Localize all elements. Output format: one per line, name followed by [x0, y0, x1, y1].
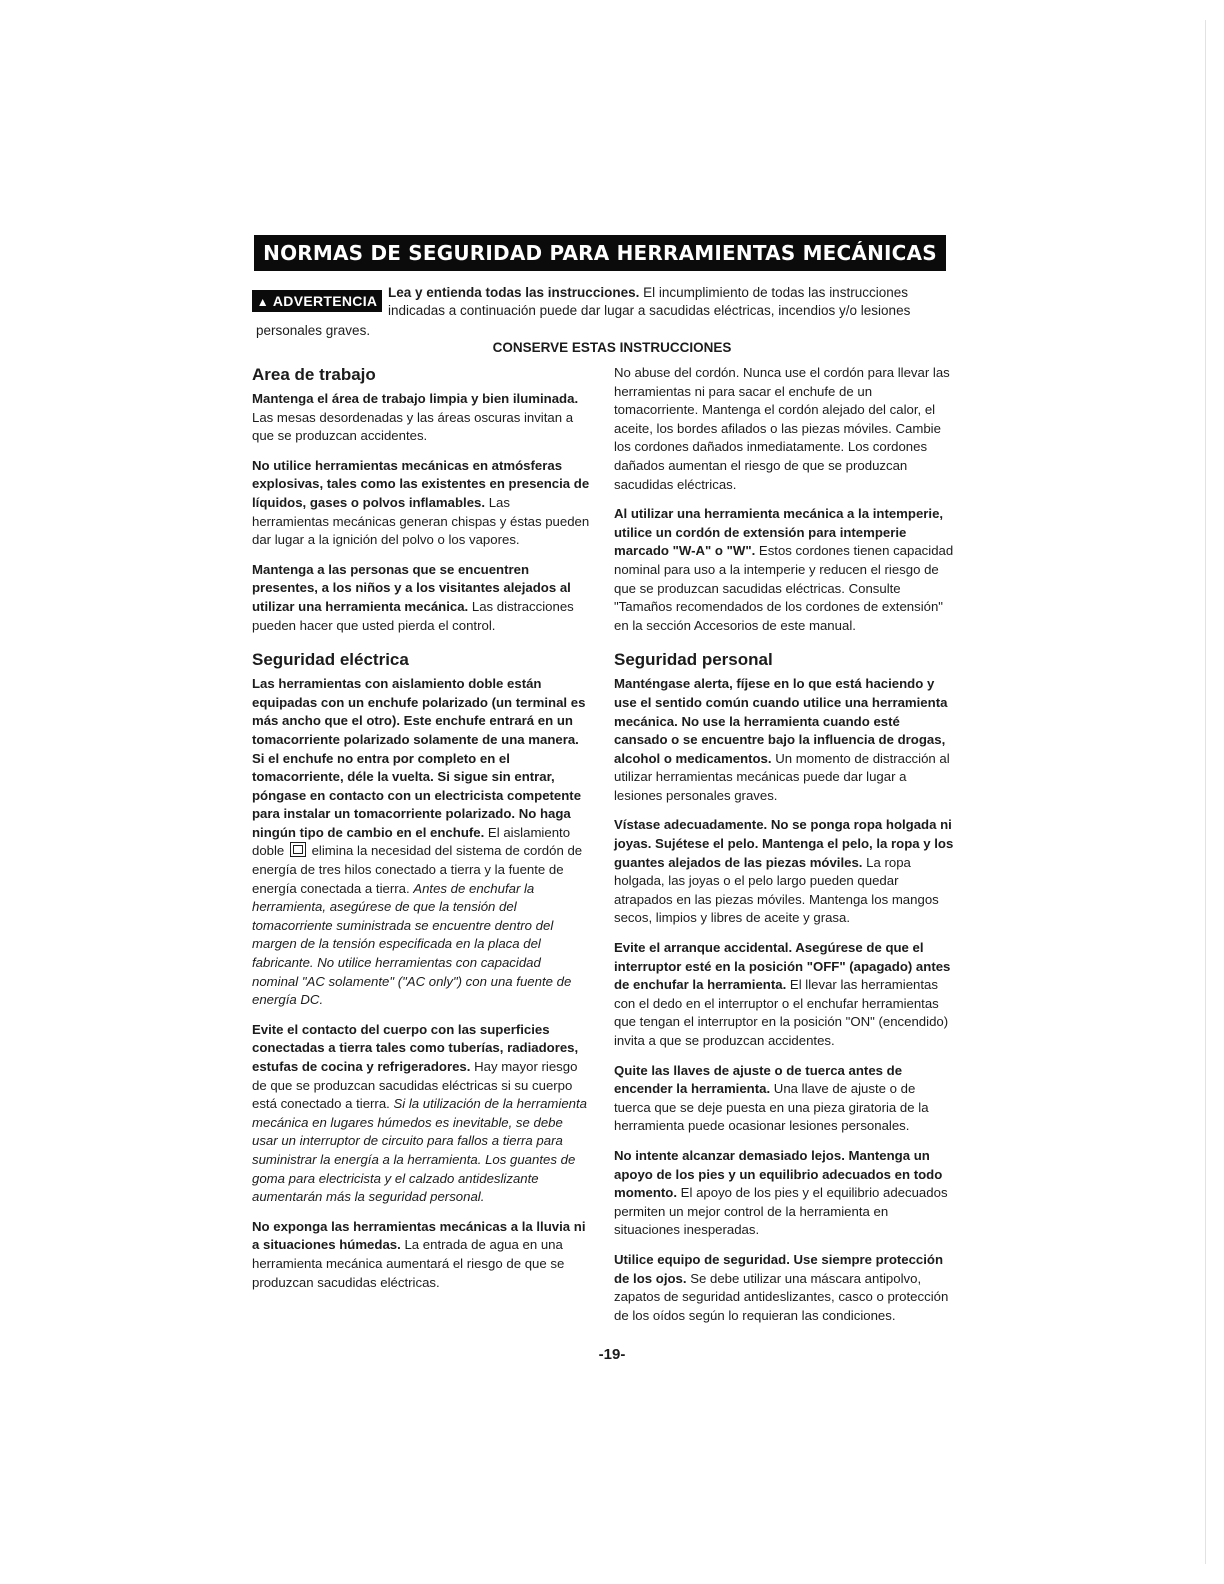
paragraph-text: Estos cordones tienen capacidad nominal para uso a la intemperie y reducen el riesgo de que se produzcan sacudidas eléctricas. Consulte "Tamaños recomendados de los cordones de extensión" en la sección Accesorios de este manual.	[614, 543, 954, 633]
paragraph-text: El apoyo de los pies y el equilibrio adecuados permiten un mejor control de la herramienta en situaciones inesperadas.	[614, 1185, 948, 1238]
paragraph-text: El aislamiento doble	[252, 824, 571, 859]
paragraph-bold: Evite el arranque accidental. Asegúrese de que el interruptor esté en la posición "OFF" (apagado) antes de enchufar la herramienta.	[614, 940, 951, 993]
page-number: -19-	[598, 1346, 626, 1363]
warning-text	[388, 284, 948, 320]
paragraph-italic: Si la utilización de la herramienta mecánica en lugares húmedos es inevitable, se debe usar un interruptor de circuito para fallos a tierra para suministrar la energía a la herramienta. Los guantes de goma para electricista y el calzado antideslizante aumentarán más la seguridad personal.	[252, 1096, 588, 1205]
left-column	[252, 364, 590, 1303]
paragraph-bold: Quite las llaves de ajuste o de tuerca antes de encender la herramienta.	[614, 1062, 903, 1097]
paragraph-bold: Mantenga el área de trabajo limpia y bien iluminada.	[252, 391, 579, 406]
paragraph	[614, 675, 954, 805]
paragraph-text: elimina la necesidad del sistema de cordón de energía de tres hilos conectado a tierra y la fuente de energía conectada a tierra.	[252, 843, 583, 896]
warning-bold: Lea y entienda todas las instrucciones.	[388, 285, 640, 300]
paragraph-text: La ropa holgada, las joyas o el pelo largo pueden quedar atrapados en las piezas móviles. Mantenga los mangos secos, limpios y libres de aceite y grasa.	[614, 854, 939, 926]
paragraph-text: Se debe utilizar una máscara antipolvo, zapatos de seguridad antideslizantes, casco o protección de los oídos según lo requieran las condiciones.	[614, 1270, 949, 1323]
paragraph-bold: Mantenga a las personas que se encuentren presentes, a los niños y a los visitantes alejados al utilizar una herramienta mecánica.	[252, 561, 571, 614]
paragraph-italic: Antes de enchufar la herramienta, asegúrese de que la tensión del tomacorriente suministrada se encuentre dentro del margen de la tensión especificada en la placa del fabricante. No utilice herramientas con capacidad nominal "AC solamente" ("AC only") con una fuente de energía DC.	[252, 880, 572, 1008]
section-title-area: Area de trabajo	[252, 365, 376, 384]
warning-badge-label: ADVERTENCIA	[272, 293, 378, 309]
paragraph-bold: No exponga las herramientas mecánicas a la lluvia ni a situaciones húmedas.	[252, 1218, 586, 1253]
paragraph	[614, 939, 954, 1051]
warning-tail: personales graves.	[256, 323, 371, 338]
paragraph	[252, 1218, 590, 1292]
paragraph-bold: Utilice equipo de seguridad. Use siempre protección de los ojos.	[614, 1251, 944, 1286]
conserve-heading: CONSERVE ESTAS INSTRUCCIONES	[492, 340, 732, 355]
paragraph-bold: Evite el contacto del cuerpo con las superficies conectadas a tierra tales como tuberías, radiadores, estufas de cocina y refrigeradores.	[252, 1021, 579, 1074]
paragraph-bold: No utilice herramientas mecánicas en atmósferas explosivas, tales como las existentes en presencia de líquidos, gases o polvos inflamables.	[252, 457, 590, 510]
paragraph-text: Las herramientas mecánicas generan chispas y éstas pueden dar lugar a la ignición del polvo o los vapores.	[252, 494, 590, 548]
page-title: NORMAS DE SEGURIDAD PARA HERRAMIENTAS MECÁNICAS	[254, 235, 946, 271]
section-title-electrical: Seguridad eléctrica	[252, 650, 409, 670]
paragraph-bold: No intente alcanzar demasiado lejos. Mantenga un apoyo de los pies y un equilibrio adecuados en todo momento.	[614, 1147, 943, 1201]
paragraph-text: Las distracciones pueden hacer que usted pierda el control.	[252, 598, 574, 633]
paragraph	[252, 561, 590, 635]
paragraph	[614, 364, 954, 494]
warning-triangle-icon: ▲	[256, 295, 269, 309]
paragraph-bold: Al utilizar una herramienta mecánica a la intemperie, utilice un cordón de extensión para intemperie marcado "W-A" o "W".	[614, 506, 944, 559]
paragraph	[614, 505, 954, 635]
paragraph-text: Las mesas desordenadas y las áreas oscuras invitan a que se produzcan accidentes.	[252, 409, 574, 444]
paragraph-text: Un momento de distracción al utilizar herramientas mecánicas puede dar lugar a lesiones personales graves.	[614, 750, 950, 803]
page-edge-line	[1205, 20, 1206, 1564]
paragraph-text: Hay mayor riesgo de que se produzcan sacudidas eléctricas si su cuerpo está conectado a tierra.	[252, 1059, 578, 1112]
paragraph-text: El llevar las herramientas con el dedo en el interruptor o el enchufar herramientas que tengan el interruptor en la posición "ON" (encendido) invita a que se produzcan accidentes.	[614, 977, 949, 1048]
paragraph	[614, 816, 954, 928]
right-column	[614, 364, 954, 1336]
paragraph	[252, 675, 590, 1010]
paragraph	[614, 1147, 954, 1240]
paragraph	[252, 457, 590, 550]
paragraph-bold: Las herramientas con aislamiento doble están equipadas con un enchufe polarizado (un terminal es más ancho que el otro). Este enchufe entrará en un tomacorriente polarizado solamente de una manera. Si el enchufe no entra por completo en el tomacorriente, déle la vuelta. Si sigue sin entrar, póngase en contacto con un electricista competente para instalar un tomacorriente polarizado. No haga ningún tipo de cambio en el enchufe.	[252, 676, 586, 840]
warning-body: El incumplimiento de todas las instrucciones indicadas a continuación puede dar lugar a sacudidas eléctricas, incendios y/o lesiones	[388, 285, 911, 318]
double-insulation-icon	[290, 842, 306, 857]
paragraph	[252, 1021, 590, 1207]
paragraph	[614, 1251, 954, 1325]
paragraph-text: No abuse del cordón. Nunca use el cordón para llevar las herramientas ni para sacar el enchufe de un tomacorriente. Mantenga el cordón alejado del calor, el aceite, los bordes afilados o las piezas móviles. Cambie los cordones dañados inmediatamente. Los cordones dañados aumentan el riesgo de que se produzcan sacudidas eléctricas.	[614, 365, 950, 492]
warning-badge	[252, 290, 382, 312]
paragraph-text: La entrada de agua en una herramienta mecánica aumentará el riesgo de que se produzcan sacudidas eléctricas.	[252, 1237, 565, 1290]
paragraph	[252, 390, 590, 446]
paragraph-bold: Vístase adecuadamente. No se ponga ropa holgada ni joyas. Sujétese el pelo. Mantenga el pelo, la ropa y los guantes alejados de las piezas móviles.	[614, 817, 954, 870]
paragraph-text: Una llave de ajuste o de tuerca que se deje puesta en una pieza giratoria de la herramienta puede ocasionar lesiones personales.	[614, 1081, 929, 1134]
paragraph-bold: Manténgase alerta, fíjese en lo que está haciendo y use el sentido común cuando utilice una herramienta mecánica. No use la herramienta cuando esté cansado o se encuentre bajo la influencia de drogas, alcohol o medicamentos.	[614, 676, 948, 766]
paragraph	[614, 1062, 954, 1136]
section-title-personal: Seguridad personal	[614, 650, 773, 670]
